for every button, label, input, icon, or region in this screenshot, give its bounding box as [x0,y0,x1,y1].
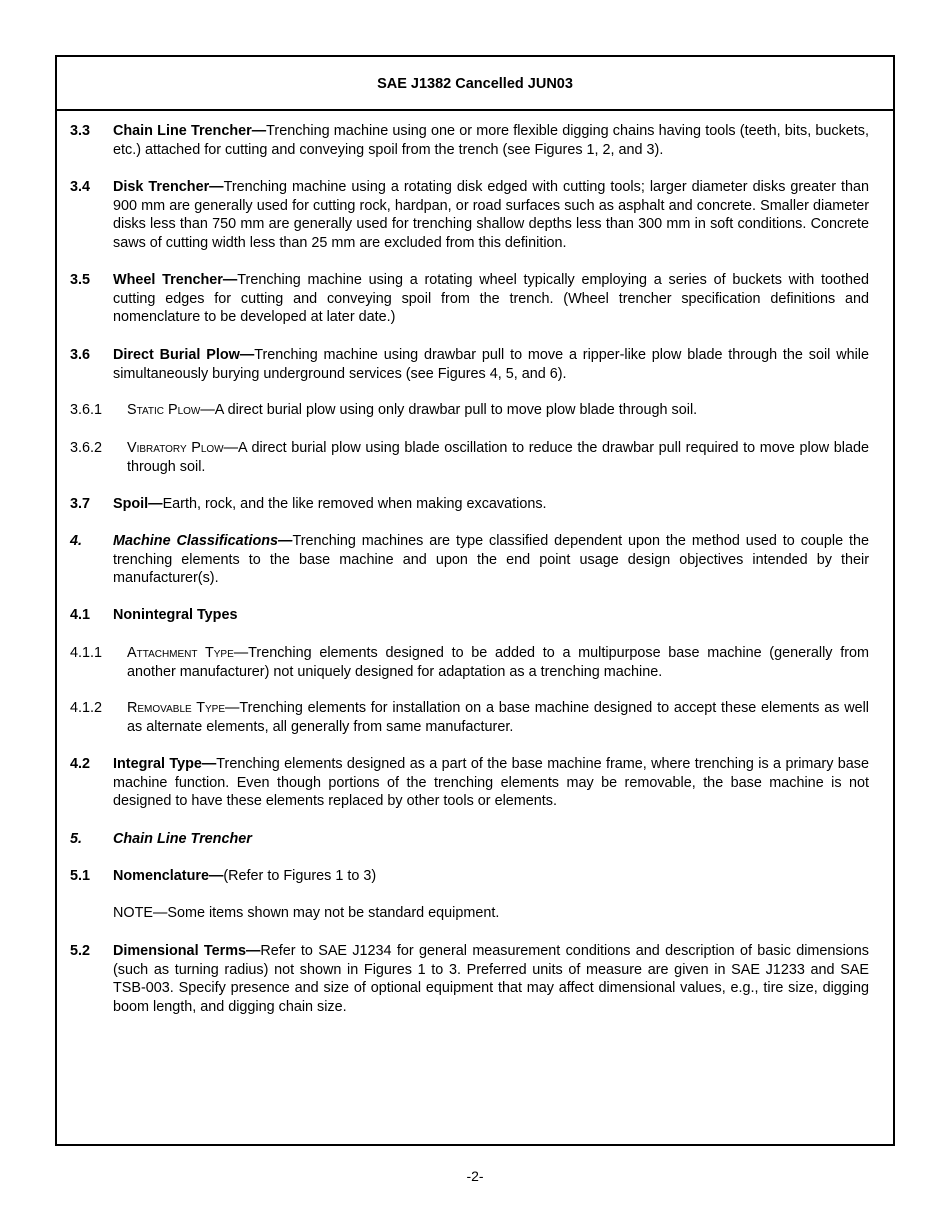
definition-text: Earth, rock, and the like removed when making excavations. [162,496,547,512]
section-3-3 [70,122,869,159]
term: Direct Burial Plow— [113,347,255,363]
section-4-1 [70,606,869,625]
section-3-6-1 [70,401,869,420]
section-number: 4.2 [70,756,91,772]
note [70,904,869,923]
definition-text: Trenching machine using drawbar pull to move a ripper-like plow blade through the soil while simultaneously burying underground services (see Figures 4, 5, and 6). [113,347,870,382]
note-text: NOTE—Some items shown may not be standard equipment. [113,905,500,921]
section-5-1 [70,867,869,886]
section-3-4 [70,178,869,252]
page-header [57,57,893,111]
definition-text: Trenching machine using one or more flexible digging chains having tools (teeth, bits, buckets, etc.) attached for cutting and conveying spoil from the trench (see Figures 1, 2, and 3). [113,123,869,158]
term: Attachment Type [127,645,234,661]
section-number: 4.1.1 [70,645,103,661]
section-4-2 [70,755,869,811]
section-3-6-2 [70,439,869,476]
term: Removable Type [127,700,225,716]
term: Disk Trencher— [113,179,224,195]
definition-text: Trenching elements designed as a part of the base machine frame, where trenching is a primary base machine function. Even though portions of the trenching elements may be removable, the base machine is not designed to have these elements replaced by other tools or elements. [113,756,870,810]
definition-text: —Trenching elements designed to be added to a multipurpose base machine (generally from another manufacturer) not uniquely designed for adaptation as a trenching machine. [127,645,869,680]
term: Wheel Trencher— [113,272,238,288]
section-3-6 [70,346,869,383]
term: Chain Line Trencher— [113,123,267,139]
term: Static Plow [127,402,201,418]
section-number: 3.6.1 [70,402,103,418]
definition-text: —Trenching elements for installation on a base machine designed to accept these elements as well as alternate elements, all generally from same manufacturer. [127,700,869,735]
section-5-2 [70,942,869,1016]
document-title: SAE J1382 Cancelled JUN03 [377,75,573,92]
definition-text: —A direct burial plow using blade oscillation to reduce the drawbar pull required to move plow blade through soil. [127,440,869,475]
definition-text: Trenching machine using a rotating disk edged with cutting tools; larger diameter disks greater than 900 mm are generally used for cutting rock, hardpan, or road surfaces such as asphalt and concrete. Smaller diameter disks less than 750 mm are generally used for trenching shallow depths less than 300 mm in soft conditions. Concrete saws of cutting width less than 25 mm are excluded from this definition. [113,179,869,251]
definition-text: Trenching machines are type classified dependent upon the method used to couple the trenching elements to the base machine and upon the end point usage design objectives intended by their manufacturer(s). [113,533,869,587]
section-number: 3.4 [70,179,91,195]
term: Nomenclature— [113,868,224,884]
section-number: 5.1 [70,868,91,884]
term: Spoil— [113,496,163,512]
definition-text: —A direct burial plow using only drawbar pull to move plow blade through soil. [200,402,698,418]
term: Dimensional Terms— [113,943,261,959]
term: Machine Classifications— [113,533,293,549]
section-number: 3.6.2 [70,440,103,456]
page-frame [55,55,895,1146]
section-3-7 [70,495,869,514]
section-number: 5.2 [70,943,91,959]
section-number: 3.6 [70,347,91,363]
section-number: 3.3 [70,123,91,139]
definition-text: Refer to SAE J1234 for general measurement conditions and description of basic dimensions (such as turning radius) not shown in Figures 1 to 3. Preferred units of measure are given in SAE J1233 and SAE TSB-003. Specify presence and size of optional equipment that may affect dimensional values, e.g., tire size, digging boom length, and digging chain size. [113,943,869,1015]
section-4-1-2 [70,699,869,736]
section-number: 3.5 [70,272,91,288]
term: Vibratory Plow [127,440,224,456]
definition-text: (Refer to Figures 1 to 3) [223,868,377,884]
heading: Chain Line Trencher [113,831,252,847]
section-4-1-1 [70,644,869,681]
definition-text: Trenching machine using a rotating wheel typically employing a series of buckets with toothed cutting edges for cutting and conveying spoil from the trench. (Wheel trencher specification definitions and nomenclature to be developed at later date.) [113,272,869,326]
section-number: 5. [70,831,83,847]
section-number: 4. [70,533,83,549]
section-number: 3.7 [70,496,91,512]
section-5 [70,830,869,849]
section-number: 4.1 [70,607,91,623]
page-number: -2- [466,1168,484,1184]
heading: Nonintegral Types [113,607,238,623]
section-3-5 [70,271,869,327]
section-4 [70,532,869,588]
section-number: 4.1.2 [70,700,103,716]
term: Integral Type— [113,756,217,772]
